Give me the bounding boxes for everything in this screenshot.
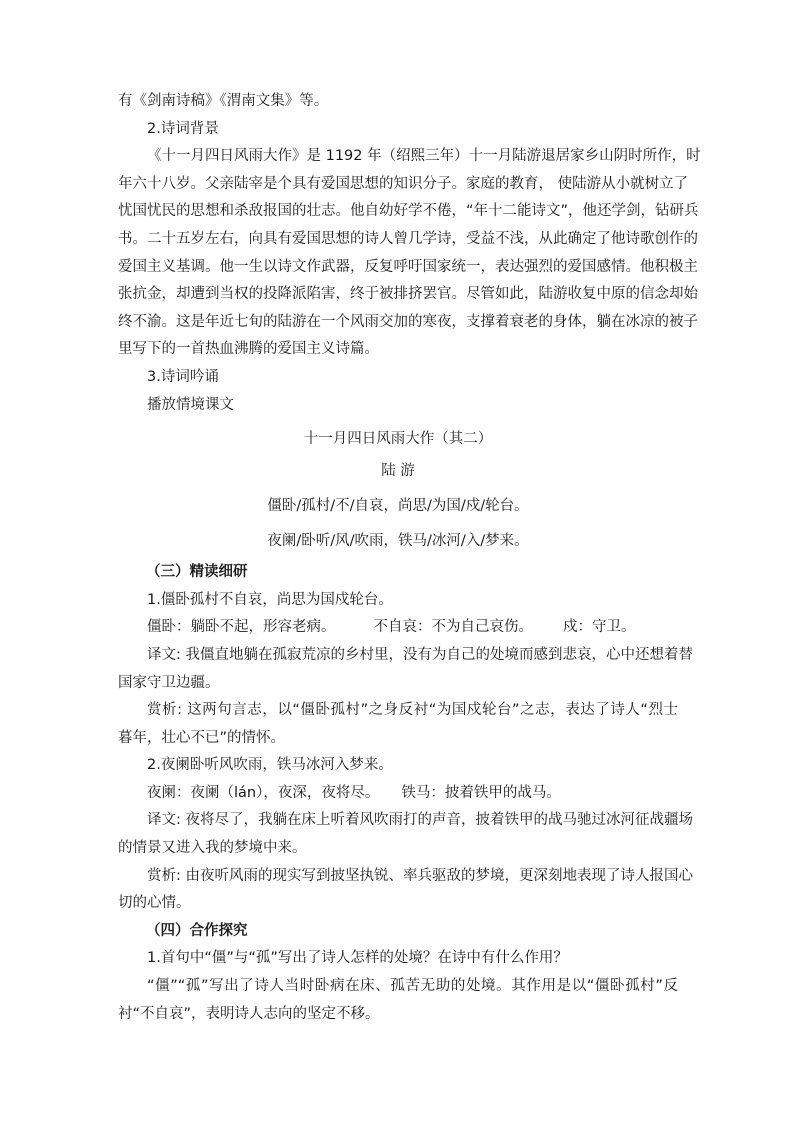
section-heading-cooperative-inquiry: （四）合作探究 (146, 922, 248, 939)
intro-tail-text: 有《剑南诗稿》《渭南文集》等。 (118, 93, 329, 109)
paragraph-line: 忧国忧民的思想和杀敌报国的壮志。他自幼好学不倦，“年十二能诗文”，他还学剑，钻研兵 (118, 203, 699, 220)
paragraph-line: 终不渝。这是年近七旬的陆游在一个风雨交加的寒夜，支撑着衰老的身体，躺在冰凉的被子 (118, 313, 698, 330)
paragraph-line: 《十一月四日风雨大作》是 1192 年（绍熙三年）十一月陆游退居家乡山阴时所作，时 (147, 148, 701, 165)
appreciation-2-line: 赏析: 由夜听风雨的现实写到披坚执锐、率兵驱敌的梦境，更深刻地表现了诗人报国心 (147, 867, 693, 884)
question-1: 1.首句中“僵”与“孤”写出了诗人怎样的处境？在诗中有什么作用？ (147, 950, 568, 967)
translation-1-line: 译文: 我僵直地躺在孤寂荒凉的乡村里，没有为自己的处境而感到悲哀，心中还想着替 (147, 646, 693, 663)
poem-author: 陆 游 (381, 463, 415, 480)
note-buzi-ai: 不自哀：不为自己哀伤。 (373, 619, 533, 636)
poem-line-1: 僵卧/孤村/不/自哀，尚思/为国/戍/轮台。 (267, 498, 529, 515)
appreciation-1-line: 赏析: 这两句言志，以“僵卧孤村”之身反衬“为国戍轮台”之志，表达了诗人“烈士 (147, 702, 678, 719)
translation-2-line: 的情景又进入我的梦境中来。 (118, 840, 307, 857)
appreciation-2-line: 切的心情。 (118, 895, 191, 912)
poem-title: 十一月四日风雨大作（其二） (303, 431, 493, 448)
heading-recite: 3.诗词吟诵 (147, 368, 219, 385)
paragraph-line: 爱国主义基调。他一生以诗文作武器，反复呼吁国家统一，表达强烈的爱国感情。他积极主 (118, 258, 698, 275)
poem-block (118, 425, 678, 559)
section-heading-close-reading: （三）精读细研 (146, 564, 248, 581)
verse-item-1: 1.僵卧孤村不自哀，尚思为国戍轮台。 (147, 591, 393, 608)
paragraph-line: 年六十八岁。父亲陆宰是个具有爱国思想的知识分子。家庭的教育， 使陆游从小就树立了 (118, 175, 689, 192)
translation-1-line: 国家守卫边疆。 (118, 674, 220, 691)
answer-1-line: “僵”“孤”写出了诗人当时卧病在床、孤苦无助的处境。其作用是以“僵卧孤村”反 (147, 978, 678, 995)
answer-1-line: 衬“不自哀”，表明诗人志向的坚定不移。 (118, 1005, 380, 1022)
document-page (118, 88, 701, 1028)
note-yelan: 夜阑：夜阑（lán），夜深，夜将尽。 (147, 784, 380, 801)
note-jiangwo: 僵卧：躺卧不起，形容老病。 (147, 619, 336, 636)
play-text: 播放情境课文 (147, 396, 234, 413)
background-paragraph (118, 143, 701, 364)
appreciation-1-line: 暮年，壮心不已”的情怀。 (118, 729, 286, 746)
note-tiema: 铁马：披着铁甲的战马。 (401, 784, 561, 801)
note-shu: 戍：守卫。 (563, 619, 636, 636)
notes-line-1 (118, 614, 678, 642)
paragraph-line: 里写下的一首热血沸腾的爱国主义诗篇。 (118, 341, 379, 358)
notes-line-2 (118, 780, 678, 808)
paragraph-line: 书。二十五岁左右，向具有爱国思想的诗人曾几学诗，受益不浅，从此确定了他诗歌创作的 (118, 230, 698, 247)
poem-line-2: 夜阑/卧听/风/吹雨，铁马/冰河/入/梦来。 (267, 533, 529, 550)
translation-2-line: 译文: 夜将尽了，我躺在床上听着风吹雨打的声音，披着铁甲的战马驰过冰河征战疆场 (147, 812, 693, 829)
paragraph-line: 张抗金，却遭到当权的投降派陷害，终于被排挤罢官。尽管如此，陆游收复中原的信念却始 (118, 286, 698, 303)
heading-background: 2.诗词背景 (147, 120, 219, 137)
verse-item-2: 2.夜阑卧听风吹雨，铁马冰河入梦来。 (147, 757, 393, 774)
